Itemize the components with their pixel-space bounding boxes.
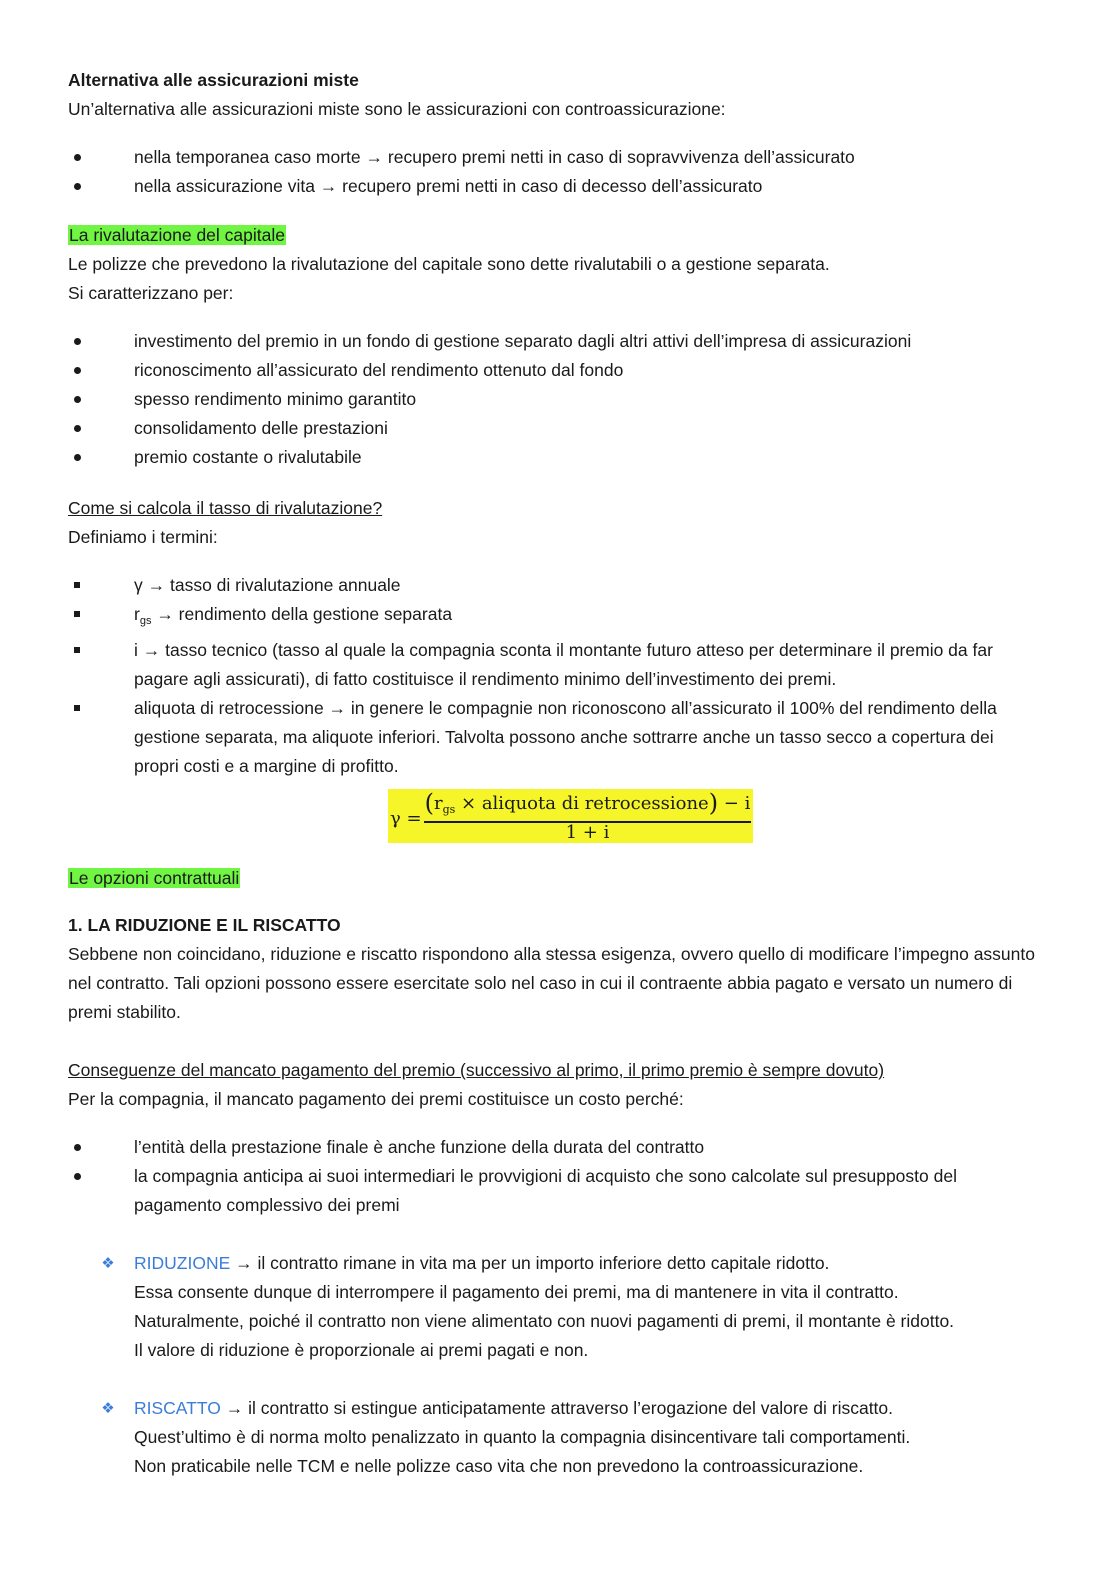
section-assicurazioni-miste [68, 66, 1043, 201]
list-item: l’entità della prestazione finale è anche funzione della durata del contratto [68, 1133, 1043, 1162]
formula-denominator: 1 + i [565, 822, 610, 843]
diamond-bullet-icon: ❖ [101, 1400, 115, 1417]
label-riduzione: RIDUZIONE [134, 1253, 231, 1273]
list-item: consolidamento delle prestazioni [68, 414, 1043, 443]
term-rgs: $r_{gs}$ → rendimento della gestione separata [68, 600, 1043, 636]
list-item: riconoscimento all’assicurato del rendimento ottenuto dal fondo [68, 356, 1043, 385]
term-aliquota: aliquota di retrocessione → in genere le compagnie non riconoscono all’assicurato il 100% del rendimento della gestione separata, ma aliquote inferiori. Talvolta possono anche sottrarre anche un tasso secco a copertura dei propri costi e a margine di profitto. [68, 694, 1043, 781]
heading-opzioni [68, 864, 1043, 893]
term-i: i → tasso tecnico (tasso al quale la compagnia sconta il montante futuro atteso per determinare il premio da far pagare agli assicurati), di fatto costituisce il rendimento minimo dell’investimento dei premi. [68, 636, 1043, 694]
heading-alternativa: Alternativa alle assicurazioni miste [68, 70, 359, 90]
paragraph-per-la-compagnia: Per la compagnia, il mancato pagamento dei premi costituisce un costo perché: [68, 1089, 684, 1109]
option-riscatto: ❖ RISCATTO → il contratto si estingue anticipatamente attraverso l’erogazione del valore di riscatto. Quest’ultimo è di norma molto penalizzato in quanto la compagnia disincentivare tali comportamenti. Non praticabile nelle TCM e nelle polizze caso vita che non prevedono la controassicurazione. [68, 1394, 1043, 1481]
list-item: investimento del premio in un fondo di gestione separato dagli altri attivi dell’impresa di assicurazioni [68, 327, 1043, 356]
list-item: la compagnia anticipa ai suoi intermediari le provvigioni di acquisto che sono calcolate sul presupposto del pagamento complessivo dei premi [68, 1162, 1043, 1220]
bullet-list-caratteristiche [68, 327, 1043, 472]
highlighted-title: Le opzioni contrattuali [69, 868, 240, 888]
bullet-list-costi [68, 1133, 1043, 1220]
bullet-list-controassicurazione [68, 143, 1043, 201]
list-item: nella temporanea caso morte → recupero premi netti in caso di sopravvivenza dell’assicurato [68, 143, 1043, 172]
list-item: premio costante o rivalutabile [68, 443, 1043, 472]
formula-lhs: γ = [390, 808, 422, 829]
section-rivalutazione [68, 221, 1043, 472]
term-gamma: γ → tasso di rivalutazione annuale [68, 571, 1043, 600]
formula-gamma [388, 789, 753, 843]
paragraph-caratterizzano: Si caratterizzano per: [68, 283, 234, 303]
label-riscatto: RISCATTO [134, 1398, 221, 1418]
formula-numerator: ($r_{gs}$ × aliquota di retrocessione) − i [424, 789, 751, 817]
section-opzioni-contrattuali [68, 864, 1043, 1481]
paragraph-sebbene: Sebbene non coincidano, riduzione e riscatto rispondono alla stessa esigenza, ovvero quello di modificare l’impegno assunto nel contratto. Tali opzioni possono essere esercitate solo nel caso in cui il contraente abbia pagato e versato un numero di premi stabilito. [68, 944, 1035, 1022]
heading-conseguenze: Conseguenze del mancato pagamento del premio (successivo al primo, il primo premio è sempre dovuto) [68, 1060, 885, 1080]
list-item: spesso rendimento minimo garantito [68, 385, 1043, 414]
heading-rivalutazione [68, 221, 1043, 250]
option-riduzione: ❖ RIDUZIONE → il contratto rimane in vita ma per un importo inferiore detto capitale ridotto. Essa consente dunque di interrompere il pagamento dei premi, ma di mantenere in vita il contratto. Naturalmente, poiché il contratto non viene alimentato con nuovi pagamenti di premi, il montante è ridotto. Il valore di riduzione è proporzionale ai premi pagati e non. [68, 1249, 1043, 1365]
paragraph-definiamo: Definiamo i termini: [68, 527, 218, 547]
option-list [68, 1249, 1043, 1481]
paragraph-intro-miste: Un’alternativa alle assicurazioni miste sono le assicurazioni con controassicurazione: [68, 99, 726, 119]
heading-come-si-calcola: Come si calcola il tasso di rivalutazione? [68, 498, 383, 518]
list-item: nella assicurazione vita → recupero premi netti in caso di decesso dell’assicurato [68, 172, 1043, 201]
paragraph-polizze: Le polizze che prevedono la rivalutazione del capitale sono dette rivalutabili o a gestione separata. [68, 254, 830, 274]
section-tasso-rivalutazione [68, 494, 1043, 781]
term-list [68, 571, 1043, 781]
diamond-bullet-icon: ❖ [101, 1255, 115, 1272]
heading-riduzione-riscatto: 1. LA RIDUZIONE E IL RISCATTO [68, 915, 341, 935]
highlighted-title: La rivalutazione del capitale [69, 225, 285, 245]
